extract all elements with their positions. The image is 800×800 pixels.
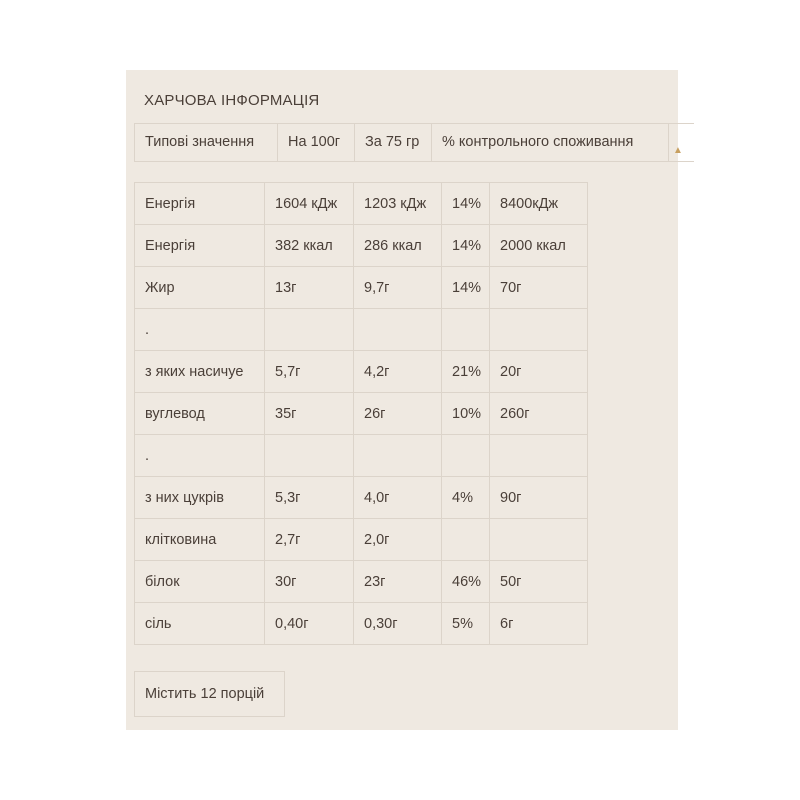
table-cell: .	[135, 309, 265, 351]
table-cell	[442, 309, 490, 351]
table-row	[135, 183, 588, 225]
table-cell: білок	[135, 561, 265, 603]
nutrition-panel	[126, 70, 683, 730]
table-cell	[490, 435, 588, 477]
table-cell: 35г	[265, 393, 354, 435]
table-cell: 4,2г	[354, 351, 442, 393]
table-cell: клітковина	[135, 519, 265, 561]
table-cell: 9,7г	[354, 267, 442, 309]
table-cell: 70г	[490, 267, 588, 309]
table-cell: Енергія	[135, 183, 265, 225]
table-row	[135, 519, 588, 561]
table-row	[135, 603, 588, 645]
header-per-100g: На 100г	[277, 124, 354, 161]
table-cell	[354, 435, 442, 477]
table-cell	[490, 309, 588, 351]
table-cell	[490, 519, 588, 561]
servings-note: Містить 12 порцій	[134, 671, 285, 717]
table-cell	[442, 435, 490, 477]
table-cell: 5,3г	[265, 477, 354, 519]
table-cell: Жир	[135, 267, 265, 309]
table-cell: сіль	[135, 603, 265, 645]
table-cell: 14%	[442, 225, 490, 267]
table-cell: 20г	[490, 351, 588, 393]
header-per-75g: За 75 гр	[354, 124, 431, 161]
table-cell: 0,30г	[354, 603, 442, 645]
table-cell	[354, 309, 442, 351]
table-cell: 90г	[490, 477, 588, 519]
table-row	[135, 393, 588, 435]
table-cell: 260г	[490, 393, 588, 435]
table-header	[134, 123, 694, 162]
table-cell: 286 ккал	[354, 225, 442, 267]
table-cell: 1203 кДж	[354, 183, 442, 225]
table-cell: з них цукрів	[135, 477, 265, 519]
table-cell	[265, 309, 354, 351]
table-cell: 382 ккал	[265, 225, 354, 267]
table-cell: Енергія	[135, 225, 265, 267]
table-cell: 2,0г	[354, 519, 442, 561]
table-cell: 2000 ккал	[490, 225, 588, 267]
table-cell: 23г	[354, 561, 442, 603]
accent-mark: ▲	[673, 145, 683, 156]
table-cell: 21%	[442, 351, 490, 393]
table-cell: 50г	[490, 561, 588, 603]
table-row	[135, 309, 588, 351]
table-cell: 8400кДж	[490, 183, 588, 225]
table-row	[135, 351, 588, 393]
table-cell: 6г	[490, 603, 588, 645]
table-row	[135, 267, 588, 309]
table-cell: 0,40г	[265, 603, 354, 645]
table-cell: 5,7г	[265, 351, 354, 393]
table-cell: 4,0г	[354, 477, 442, 519]
nutrition-title: ХАРЧОВА ІНФОРМАЦІЯ	[144, 92, 320, 109]
table-cell: .	[135, 435, 265, 477]
table-cell: 13г	[265, 267, 354, 309]
table-cell: 4%	[442, 477, 490, 519]
table-cell: 14%	[442, 183, 490, 225]
table-row	[135, 225, 588, 267]
table-cell: 14%	[442, 267, 490, 309]
table-cell: 30г	[265, 561, 354, 603]
table-row	[135, 477, 588, 519]
table-cell: 2,7г	[265, 519, 354, 561]
table-cell: 26г	[354, 393, 442, 435]
table-cell: вуглевод	[135, 393, 265, 435]
header-reference-intake: % контрольного споживання	[431, 124, 668, 161]
table-row	[135, 561, 588, 603]
table-cell	[265, 435, 354, 477]
table-cell: 5%	[442, 603, 490, 645]
table-cell: 10%	[442, 393, 490, 435]
table-cell: 46%	[442, 561, 490, 603]
nutrition-table	[134, 182, 588, 645]
table-row	[135, 435, 588, 477]
table-cell: з яких насичуе	[135, 351, 265, 393]
header-typical-values: Типові значення	[134, 124, 277, 161]
table-cell	[442, 519, 490, 561]
table-cell: 1604 кДж	[265, 183, 354, 225]
